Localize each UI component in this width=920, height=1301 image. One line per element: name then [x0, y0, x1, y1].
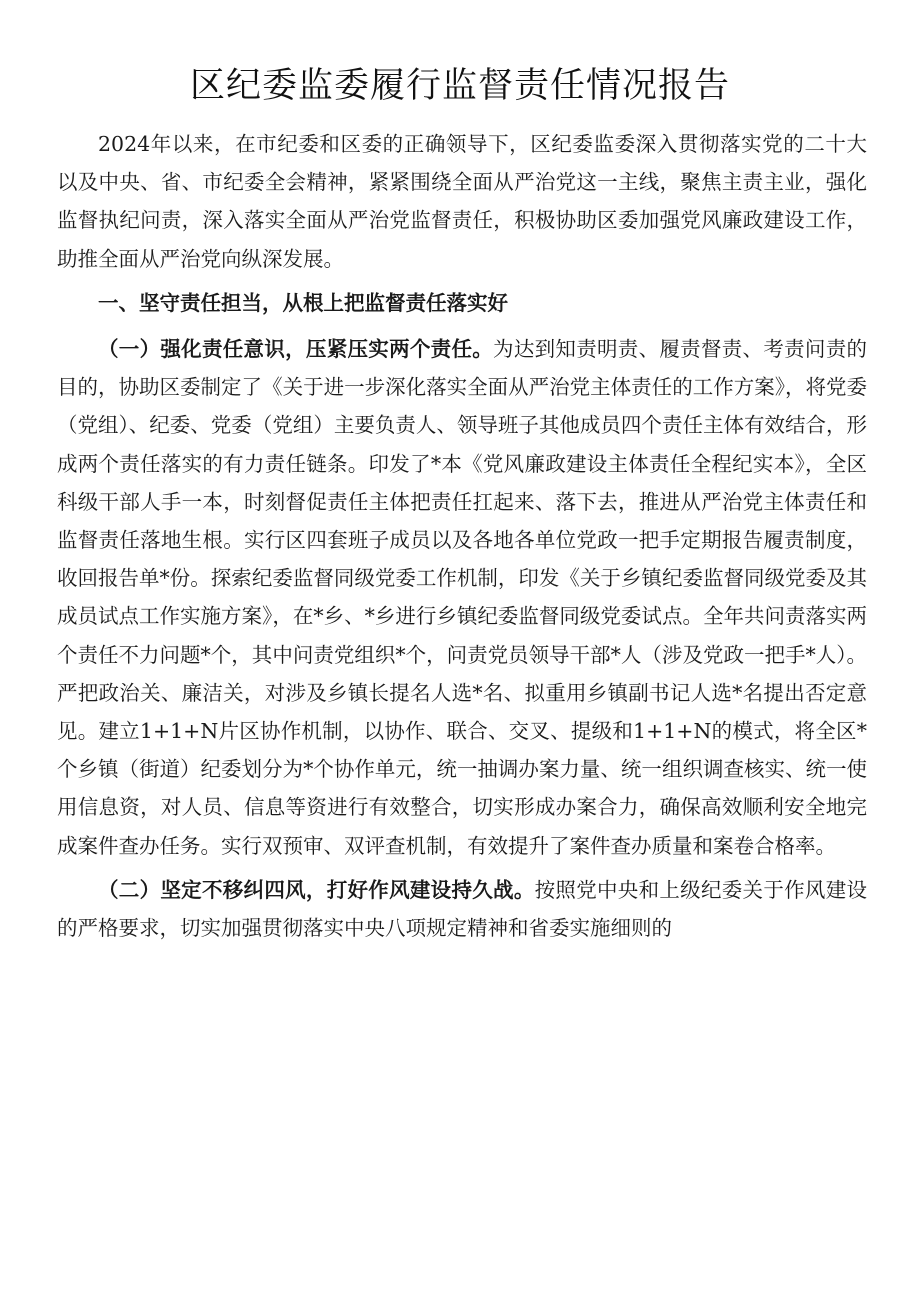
- subsection-2-lead: （二）坚定不移纠四风，打好作风建设持久战。: [98, 877, 535, 902]
- document-title: 区纪委监委履行监督责任情况报告: [189, 66, 730, 106]
- intro-paragraph: 2024年以来，在市纪委和区委的正确领导下，区纪委监委深入贯彻落实党的二十大以及中央、省、市纪委全会精神，紧紧围绕全面从严治党这一主线，聚焦主责主业，强化监督执纪问责，深入落实全面从严治党监督责任，积极协助区委加强党风廉政建设工作，助推全面从严治党向纵深发展。: [57, 132, 867, 271]
- subsection-1-lead: （一）强化责任意识，压紧压实两个责任。: [98, 337, 494, 362]
- subsection-2-text: 按照党中央和上级纪委关于作风建设的严格要求，切实加强贯彻落实中央八项规定精神和省委实施细则的: [57, 877, 867, 941]
- subsection-2-paragraph: [57, 871, 867, 947]
- document-body: [57, 125, 867, 947]
- section-1-heading: 一、坚守责任担当，从根上把监督责任落实好: [98, 290, 508, 315]
- subsection-1-text: 为达到知责明责、履责督责、考责问责的目的，协助区委制定了《关于进一步深化落实全面从严治党主体责任的工作方案》，将党委（党组）、纪委、党委（党组）主要负责人、领导班子其他成员四个责任主体有效结合，形成两个责任落实的有力责任链条。印发了*本《党风廉政建设主体责任全程纪实本》，全区科级干部人手一本，时刻督促责任主体把责任扛起来、落下去，推进从严治党主体责任和监督责任落地生根。实行区四套班子成员以及各地各单位党政一把手定期报告履责制度，收回报告单*份。探索纪委监督同级党委工作机制，印发《关于乡镇纪委监督同级党委及其成员试点工作实施方案》，在*乡、*乡进行乡镇纪委监督同级党委试点。全年共问责落实两个责任不力问题*个，其中问责党组织*个，问责党员领导干部*人（涉及党政一把手*人）。严把政治关、廉洁关，对涉及乡镇长提名人选*名、拟重用乡镇副书记人选*名提出否定意见。建立1+1+N片区协作机制，以协作、联合、交叉、提级和1+1+N的模式，将全区*个乡镇（街道）纪委划分为*个协作单元，统一抽调办案力量、统一组织调查核实、统一使用信息资，对人员、信息等资进行有效整合，切实形成办案合力，确保高效顺利安全地完成案件查办任务。实行双预审、双评查机制，有效提升了案件查办质量和案卷合格率。: [57, 337, 868, 858]
- subsection-1-paragraph: [57, 330, 867, 865]
